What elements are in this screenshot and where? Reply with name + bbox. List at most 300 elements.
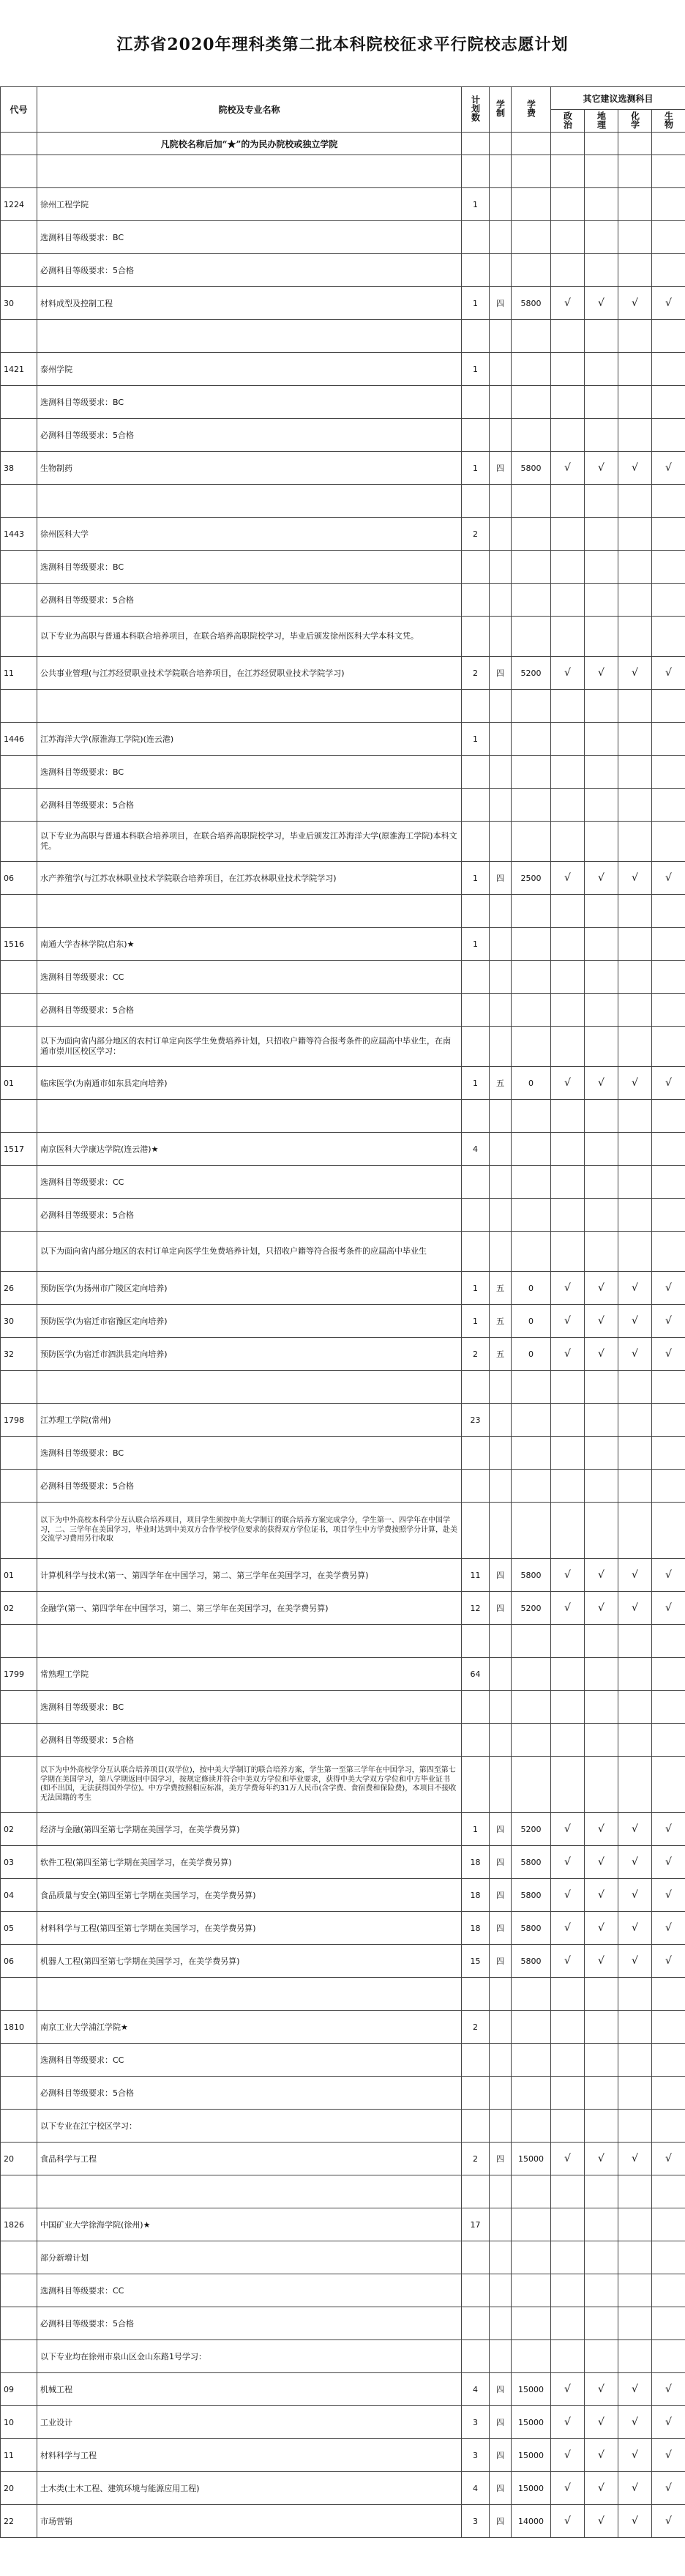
cell-fee: 5200 xyxy=(512,1592,551,1625)
cell-fee xyxy=(512,1199,551,1232)
cell-years xyxy=(490,822,512,862)
table-row xyxy=(1,1658,685,1691)
cell-subject-check xyxy=(551,320,585,353)
cell-name: 选测科目等级要求：CC xyxy=(37,1166,462,1199)
table-row xyxy=(1,2406,685,2439)
cell-years xyxy=(490,2307,512,2340)
cell-subject-check xyxy=(585,1470,618,1503)
cell-subject-check xyxy=(652,1437,685,1470)
cell-code xyxy=(1,1166,37,1199)
cell-subject-check xyxy=(585,2340,618,2373)
cell-subject-check: √ xyxy=(618,452,652,485)
cell-name: 选测科目等级要求：BC xyxy=(37,1691,462,1724)
cell-fee xyxy=(512,353,551,386)
cell-code xyxy=(1,1371,37,1404)
cell-years: 四 xyxy=(490,2439,512,2472)
cell-subject-check xyxy=(585,2044,618,2077)
cell-subject-check xyxy=(551,2175,585,2208)
spacer-row xyxy=(1,1978,685,2011)
cell-fee xyxy=(512,2274,551,2307)
cell-plan xyxy=(462,1625,490,1658)
cell-subject-check xyxy=(585,1978,618,2011)
cell-years: 四 xyxy=(490,452,512,485)
cell-code: 09 xyxy=(1,2373,37,2406)
cell-code: 02 xyxy=(1,1592,37,1625)
header-subjects-group: 其它建议选测科目 xyxy=(551,87,685,110)
cell-years xyxy=(490,789,512,822)
cell-plan: 15 xyxy=(462,1945,490,1978)
cell-code: 1798 xyxy=(1,1404,37,1437)
cell-years xyxy=(490,188,512,221)
cell-years: 四 xyxy=(490,2373,512,2406)
table-row xyxy=(1,1437,685,1470)
cell-years xyxy=(490,2011,512,2044)
cell-subject-check xyxy=(551,895,585,928)
cell-subject-check: √ xyxy=(551,1338,585,1371)
table-row xyxy=(1,2011,685,2044)
cell-subject-check xyxy=(618,1404,652,1437)
cell-name: 生物制药 xyxy=(37,452,462,485)
cell-subject-check xyxy=(618,994,652,1027)
cell-subject-check: √ xyxy=(585,287,618,320)
cell-subject-check xyxy=(585,1437,618,1470)
spacer-row xyxy=(1,1625,685,1658)
cell-subject-check xyxy=(652,2208,685,2241)
cell-subject-check xyxy=(652,1658,685,1691)
cell-years xyxy=(490,961,512,994)
cell-subject-check: √ xyxy=(551,1879,585,1912)
cell-name: 以下为中外高校学分互认联合培养项目(双学位)，按中美大学制订的联合培养方案，学生第一至第三学年在中国学习，第四至第七学期在美国学习，第八学期返回中国学习，按规定修读并符合中美双方学位和毕业要求，获得中美大学双方学位和中方毕业证书(如不出国，无法获得国外学位)。中方学费按照相应标准，美方学费每年约31万人民币(含学费、食宿费和保险费)，本项目不接收无法国籍的考生 xyxy=(37,1757,462,1813)
cell-code: 05 xyxy=(1,1912,37,1945)
cell-subject-check xyxy=(585,822,618,862)
cell-subject-check: √ xyxy=(551,452,585,485)
cell-subject-check xyxy=(551,2044,585,2077)
table-row xyxy=(1,1559,685,1592)
cell-code xyxy=(1,1232,37,1272)
cell-name: 常熟理工学院 xyxy=(37,1658,462,1691)
cell-subject-check: √ xyxy=(585,1559,618,1592)
cell-subject-check xyxy=(652,320,685,353)
cell-subject-check: √ xyxy=(618,1338,652,1371)
cell-plan xyxy=(462,1166,490,1199)
cell-name: 泰州学院 xyxy=(37,353,462,386)
cell-subject-check xyxy=(618,822,652,862)
cell-subject-check: √ xyxy=(585,2472,618,2505)
cell-subject-check: √ xyxy=(618,1305,652,1338)
cell-subject-check xyxy=(652,723,685,756)
cell-subject-check xyxy=(551,221,585,254)
cell-name: 徐州医科大学 xyxy=(37,518,462,551)
cell-subject-check: √ xyxy=(585,452,618,485)
cell-subject-check xyxy=(618,756,652,789)
cell-name: 软件工程(第四至第七学期在美国学习，在美学费另算) xyxy=(37,1846,462,1879)
cell-fee xyxy=(512,2208,551,2241)
cell-subject-check xyxy=(652,756,685,789)
cell-code: 30 xyxy=(1,1305,37,1338)
cell-subject-check xyxy=(551,2077,585,2110)
cell-subject-check xyxy=(551,1404,585,1437)
cell-fee xyxy=(512,2307,551,2340)
table-body xyxy=(1,155,685,2538)
cell-years xyxy=(490,1724,512,1757)
cell-plan xyxy=(462,551,490,584)
cell-subject-check xyxy=(618,928,652,961)
cell-subject-check xyxy=(551,1978,585,2011)
cell-code: 20 xyxy=(1,2472,37,2505)
cell-subject-check xyxy=(618,895,652,928)
table-row xyxy=(1,756,685,789)
cell-name xyxy=(37,690,462,723)
cell-years xyxy=(490,1503,512,1559)
cell-fee xyxy=(512,2110,551,2143)
cell-subject-check xyxy=(551,2011,585,2044)
cell-subject-check: √ xyxy=(652,1559,685,1592)
cell-subject-check xyxy=(585,419,618,452)
cell-years xyxy=(490,254,512,287)
cell-plan xyxy=(462,2044,490,2077)
table-row xyxy=(1,862,685,895)
cell-subject-check: √ xyxy=(551,1592,585,1625)
cell-subject-check xyxy=(652,1232,685,1272)
cell-plan: 1 xyxy=(462,723,490,756)
cell-subject-check xyxy=(618,1027,652,1067)
cell-fee xyxy=(512,1625,551,1658)
cell-plan: 23 xyxy=(462,1404,490,1437)
cell-years xyxy=(490,1437,512,1470)
cell-subject-check: √ xyxy=(551,2373,585,2406)
cell-name: 选测科目等级要求：CC xyxy=(37,2044,462,2077)
cell-subject-check xyxy=(618,485,652,518)
cell-subject-check: √ xyxy=(551,1067,585,1100)
cell-subject-check xyxy=(551,386,585,419)
cell-years: 四 xyxy=(490,2472,512,2505)
cell-subject-check: √ xyxy=(652,1945,685,1978)
cell-years xyxy=(490,386,512,419)
cell-subject-check: √ xyxy=(585,862,618,895)
cell-fee: 15000 xyxy=(512,2373,551,2406)
header-subject: 政治 xyxy=(551,110,585,133)
cell-years: 五 xyxy=(490,1272,512,1305)
cell-subject-check xyxy=(585,1133,618,1166)
cell-subject-check: √ xyxy=(551,1846,585,1879)
cell-code: 01 xyxy=(1,1559,37,1592)
cell-plan xyxy=(462,2241,490,2274)
table-row xyxy=(1,657,685,690)
table-row xyxy=(1,723,685,756)
cell-subject-check: √ xyxy=(551,2439,585,2472)
cell-subject-check xyxy=(652,1133,685,1166)
cell-subject-check xyxy=(618,353,652,386)
cell-fee xyxy=(512,789,551,822)
table-row xyxy=(1,1232,685,1272)
cell-subject-check xyxy=(585,994,618,1027)
cell-fee xyxy=(512,756,551,789)
table-row xyxy=(1,2307,685,2340)
cell-plan xyxy=(462,2340,490,2373)
cell-years: 四 xyxy=(490,1813,512,1846)
cell-fee: 14000 xyxy=(512,2505,551,2538)
table-row xyxy=(1,1691,685,1724)
cell-name: 临床医学(为南通市如东县定向培养) xyxy=(37,1067,462,1100)
cell-name: 必测科目等级要求：5合格 xyxy=(37,1724,462,1757)
header-fee: 学费 xyxy=(512,87,551,133)
table-row xyxy=(1,1912,685,1945)
cell-fee xyxy=(512,617,551,657)
cell-subject-check xyxy=(618,2340,652,2373)
cell-plan xyxy=(462,155,490,188)
cell-subject-check xyxy=(652,155,685,188)
cell-fee: 15000 xyxy=(512,2472,551,2505)
cell-subject-check xyxy=(551,1371,585,1404)
cell-subject-check xyxy=(551,1133,585,1166)
cell-code xyxy=(1,994,37,1027)
cell-name: 必测科目等级要求：5合格 xyxy=(37,584,462,617)
cell-fee: 0 xyxy=(512,1305,551,1338)
cell-fee: 5800 xyxy=(512,1559,551,1592)
cell-years xyxy=(490,2175,512,2208)
cell-subject-check xyxy=(652,2110,685,2143)
cell-subject-check xyxy=(652,2241,685,2274)
cell-years xyxy=(490,2208,512,2241)
cell-subject-check: √ xyxy=(652,452,685,485)
cell-plan: 11 xyxy=(462,1559,490,1592)
cell-name: 材料成型及控制工程 xyxy=(37,287,462,320)
cell-years xyxy=(490,2340,512,2373)
cell-years xyxy=(490,2077,512,2110)
cell-fee xyxy=(512,518,551,551)
cell-code: 1443 xyxy=(1,518,37,551)
cell-code: 04 xyxy=(1,1879,37,1912)
cell-code: 1826 xyxy=(1,2208,37,2241)
cell-subject-check xyxy=(618,551,652,584)
cell-subject-check xyxy=(551,419,585,452)
cell-years xyxy=(490,1658,512,1691)
cell-subject-check xyxy=(585,1100,618,1133)
cell-subject-check xyxy=(585,2241,618,2274)
cell-fee xyxy=(512,485,551,518)
table-row xyxy=(1,452,685,485)
cell-subject-check xyxy=(618,155,652,188)
cell-years: 四 xyxy=(490,2143,512,2175)
cell-subject-check xyxy=(585,2011,618,2044)
table-row xyxy=(1,1272,685,1305)
cell-code xyxy=(1,1724,37,1757)
cell-subject-check: √ xyxy=(618,1813,652,1846)
cell-subject-check xyxy=(652,1470,685,1503)
cell-subject-check xyxy=(585,1503,618,1559)
cell-subject-check: √ xyxy=(585,1912,618,1945)
cell-subject-check xyxy=(585,2077,618,2110)
cell-subject-check xyxy=(652,2011,685,2044)
cell-subject-check xyxy=(652,518,685,551)
cell-code: 1446 xyxy=(1,723,37,756)
cell-fee xyxy=(512,994,551,1027)
cell-subject-check xyxy=(551,994,585,1027)
cell-subject-check xyxy=(652,822,685,862)
cell-subject-check: √ xyxy=(652,657,685,690)
cell-code xyxy=(1,584,37,617)
cell-subject-check xyxy=(551,1437,585,1470)
cell-fee xyxy=(512,1133,551,1166)
cell-subject-check: √ xyxy=(551,1272,585,1305)
cell-name: 徐州工程学院 xyxy=(37,188,462,221)
cell-code xyxy=(1,1100,37,1133)
cell-name: 土木类(土木工程、建筑环境与能源应用工程) xyxy=(37,2472,462,2505)
cell-subject-check xyxy=(585,386,618,419)
cell-years: 四 xyxy=(490,1879,512,1912)
cell-fee: 5200 xyxy=(512,657,551,690)
note-row: 凡院校名称后加“★”的为民办院校或独立学院 xyxy=(37,133,462,155)
cell-fee xyxy=(512,1437,551,1470)
cell-subject-check xyxy=(585,1757,618,1813)
cell-subject-check xyxy=(652,1166,685,1199)
cell-years xyxy=(490,320,512,353)
cell-name: 部分新增计划 xyxy=(37,2241,462,2274)
table-row xyxy=(1,1945,685,1978)
cell-code xyxy=(1,2340,37,2373)
cell-plan: 1 xyxy=(462,188,490,221)
cell-plan: 1 xyxy=(462,1305,490,1338)
cell-subject-check xyxy=(618,2307,652,2340)
table-row xyxy=(1,188,685,221)
cell-fee xyxy=(512,1724,551,1757)
cell-subject-check xyxy=(585,690,618,723)
cell-code: 1799 xyxy=(1,1658,37,1691)
cell-subject-check: √ xyxy=(585,1338,618,1371)
cell-subject-check: √ xyxy=(652,2439,685,2472)
table-row xyxy=(1,419,685,452)
table-row xyxy=(1,928,685,961)
table-row xyxy=(1,2373,685,2406)
cell-fee xyxy=(512,1658,551,1691)
cell-plan: 4 xyxy=(462,2373,490,2406)
cell-name xyxy=(37,485,462,518)
cell-name: 必测科目等级要求：5合格 xyxy=(37,2307,462,2340)
cell-years xyxy=(490,756,512,789)
cell-subject-check xyxy=(652,485,685,518)
cell-years: 四 xyxy=(490,2505,512,2538)
header-years: 学制 xyxy=(490,87,512,133)
cell-plan xyxy=(462,386,490,419)
cell-code: 1224 xyxy=(1,188,37,221)
cell-subject-check xyxy=(618,1232,652,1272)
cell-subject-check: √ xyxy=(652,2472,685,2505)
cell-code xyxy=(1,1978,37,2011)
cell-years xyxy=(490,584,512,617)
cell-plan xyxy=(462,1724,490,1757)
cell-years xyxy=(490,1232,512,1272)
cell-name: 预防医学(为扬州市广陵区定向培养) xyxy=(37,1272,462,1305)
cell-subject-check xyxy=(551,2110,585,2143)
cell-years: 四 xyxy=(490,1945,512,1978)
cell-code: 1517 xyxy=(1,1133,37,1166)
cell-subject-check xyxy=(585,1625,618,1658)
cell-plan xyxy=(462,1691,490,1724)
table-row xyxy=(1,2241,685,2274)
cell-subject-check: √ xyxy=(618,1945,652,1978)
cell-plan xyxy=(462,1027,490,1067)
cell-name: 选测科目等级要求：CC xyxy=(37,2274,462,2307)
cell-years xyxy=(490,1166,512,1199)
cell-subject-check: √ xyxy=(618,2373,652,2406)
cell-subject-check xyxy=(585,1027,618,1067)
cell-years xyxy=(490,2274,512,2307)
table-row xyxy=(1,2439,685,2472)
cell-name: 南京医科大学康达学院(连云港)★ xyxy=(37,1133,462,1166)
cell-subject-check xyxy=(585,518,618,551)
cell-name xyxy=(37,1625,462,1658)
cell-subject-check: √ xyxy=(618,2406,652,2439)
cell-subject-check xyxy=(652,2307,685,2340)
cell-name xyxy=(37,1978,462,2011)
cell-name: 南通大学杏林学院(启东)★ xyxy=(37,928,462,961)
cell-plan: 64 xyxy=(462,1658,490,1691)
cell-subject-check xyxy=(652,188,685,221)
cell-years: 五 xyxy=(490,1338,512,1371)
cell-plan: 12 xyxy=(462,1592,490,1625)
cell-subject-check: √ xyxy=(618,2472,652,2505)
cell-subject-check xyxy=(618,961,652,994)
cell-name: 机械工程 xyxy=(37,2373,462,2406)
cell-subject-check xyxy=(652,1757,685,1813)
cell-subject-check xyxy=(618,1658,652,1691)
spacer-row xyxy=(1,1371,685,1404)
cell-plan xyxy=(462,2110,490,2143)
cell-name: 经济与金融(第四至第七学期在美国学习，在美学费另算) xyxy=(37,1813,462,1846)
cell-fee xyxy=(512,1691,551,1724)
cell-subject-check xyxy=(652,994,685,1027)
cell-code: 32 xyxy=(1,1338,37,1371)
cell-subject-check: √ xyxy=(618,1912,652,1945)
cell-subject-check: √ xyxy=(585,2505,618,2538)
cell-code: 02 xyxy=(1,1813,37,1846)
cell-subject-check xyxy=(618,188,652,221)
cell-name: 金融学(第一、第四学年在中国学习，第二、第三学年在美国学习，在美学费另算) xyxy=(37,1592,462,1625)
table-row xyxy=(1,1757,685,1813)
cell-subject-check xyxy=(551,2307,585,2340)
cell-subject-check: √ xyxy=(618,2505,652,2538)
cell-fee: 0 xyxy=(512,1272,551,1305)
plan-table-wrapper xyxy=(0,86,685,2538)
cell-name: 必测科目等级要求：5合格 xyxy=(37,1199,462,1232)
cell-fee xyxy=(512,822,551,862)
table-row xyxy=(1,254,685,287)
cell-subject-check xyxy=(585,188,618,221)
cell-fee xyxy=(512,221,551,254)
cell-subject-check xyxy=(551,2208,585,2241)
cell-subject-check xyxy=(585,254,618,287)
table-row xyxy=(1,1724,685,1757)
cell-name xyxy=(37,1100,462,1133)
cell-subject-check xyxy=(652,1027,685,1067)
cell-subject-check xyxy=(618,320,652,353)
cell-name: 以下专业在江宁校区学习： xyxy=(37,2110,462,2143)
cell-fee xyxy=(512,1978,551,2011)
cell-subject-check xyxy=(652,551,685,584)
cell-subject-check xyxy=(551,789,585,822)
cell-fee: 15000 xyxy=(512,2143,551,2175)
cell-name xyxy=(37,320,462,353)
table-row xyxy=(1,822,685,862)
cell-subject-check xyxy=(585,1232,618,1272)
cell-subject-check: √ xyxy=(551,2143,585,2175)
cell-years xyxy=(490,2241,512,2274)
cell-name: 工业设计 xyxy=(37,2406,462,2439)
cell-subject-check xyxy=(551,1166,585,1199)
cell-subject-check xyxy=(652,1100,685,1133)
cell-fee xyxy=(512,320,551,353)
cell-plan: 1 xyxy=(462,1067,490,1100)
